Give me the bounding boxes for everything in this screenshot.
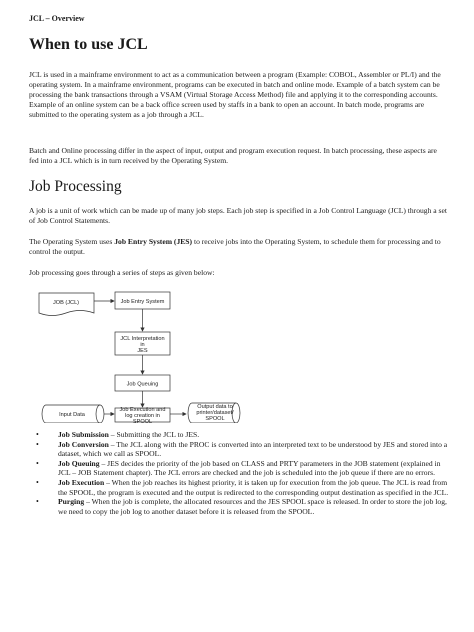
jes-label: Job Entry System <box>120 299 165 305</box>
exec-label-block <box>115 408 170 425</box>
jes-text-post: to receive jobs into the Operating System, to schedule them for processing and to control the output. <box>29 237 441 256</box>
bullet-icon: • <box>36 477 39 487</box>
exec-label-2: log creation in <box>125 412 160 419</box>
paragraph-batch-online: Batch and Online processing differ in the aspect of input, output and program execution request. In batch processing, these aspects are fed into a JCL which is in turn received by the Operating System. <box>29 146 437 165</box>
jes-text-pre: The Operating System uses <box>29 237 115 246</box>
exec-label-1: Job Execution and <box>119 407 166 413</box>
paragraph-job-definition: A job is a unit of work which can be made up of many job steps. Each job step is specified in a Job Control Language (JCL) through a set of Job Control Statements. <box>29 206 447 225</box>
output-label-block <box>192 405 238 422</box>
job-jcl-node <box>39 293 94 316</box>
jes-node <box>115 292 170 309</box>
job-jcl-label: JOB (JCL) <box>52 300 80 306</box>
output-label-1: Output data to <box>197 404 233 410</box>
paragraph-jcl-usage: JCL is used in a mainframe environment to act as a communication between a program (Example: COBOL, Assembler or PL/I) and the operating system. In a mainframe environment, programs can be executed in batch and online mode. Example of a batch system can be processing the bank transactions through a VSAM (Virtual Storage Access Method) file and applying it to the corresponding accounts. Example of an online system can be a back office screen used by staffs in a bank to open an account. In batch mode, programs are submitted to the operating system as a job through a JCL. <box>29 70 441 119</box>
jes-text-bold: Job Entry System (JES) <box>114 237 193 246</box>
job-step-item <box>29 478 449 497</box>
input-data-node <box>42 405 104 423</box>
job-step-text: – When the job reaches its highest priority, it is taken up for execution from the job queue. The JCL is read from the SPOOL, the program is executed and the output is redirected to the corresponding output destination as specified in the JCL. <box>58 477 449 497</box>
paragraph-jes <box>29 237 447 257</box>
output-label-2: printer/dataset/ <box>196 409 234 416</box>
job-processing-diagram <box>36 287 336 423</box>
job-step-text: – When the job is complete, the allocated resources and the JES SPOOL space is released. In order to store the job log, we need to copy the job log to another dataset before it is released from the SPOOL. <box>58 497 447 516</box>
bullet-icon: • <box>36 458 39 468</box>
bullet-icon: • <box>36 439 39 449</box>
job-step-text: – Submitting the JCL to JES. <box>108 430 200 439</box>
exec-label-3: SPOOL <box>132 418 153 425</box>
job-step-item <box>29 430 449 440</box>
section-heading-when-to-use-jcl: When to use JCL <box>29 36 148 53</box>
chapter-header: JCL – Overview <box>29 14 85 23</box>
job-step-label: Job Conversion <box>58 439 109 449</box>
job-step-item <box>29 497 449 516</box>
job-queuing-node <box>115 375 170 391</box>
job-step-text: – JES decides the priority of the job based on CLASS and PRTY parameters in the JOB statement (explained in JCL – JOB Statement chapter). The JCL errors are checked and the job is scheduled into the job queue if there are no errors. <box>58 458 441 478</box>
paragraph-steps-intro: Job processing goes through a series of steps as given below: <box>29 268 215 277</box>
interp-label-3: JES <box>137 348 148 354</box>
input-data-label: Input Data <box>59 412 85 418</box>
section-heading-job-processing: Job Processing <box>29 178 122 195</box>
interp-label-1: JCL Interpretation <box>120 336 165 342</box>
interp-label-2: in <box>140 342 145 348</box>
job-step-label: Job Queuing <box>58 458 100 468</box>
bullet-icon: • <box>36 430 39 439</box>
queuing-label: Job Queuing <box>126 381 159 388</box>
job-step-item <box>29 459 449 478</box>
job-step-label: Job Execution <box>58 477 105 487</box>
job-step-label: Job Submission <box>58 430 109 439</box>
jcl-interpretation-node <box>115 332 170 355</box>
bullet-icon: • <box>36 497 39 507</box>
job-steps-list <box>29 430 449 516</box>
job-step-text: – The JCL along with the PROC is converted into an interpreted text to be understood by JES and stored into a dataset, which we call as SPOOL. <box>58 439 448 459</box>
output-label-3: SPOOL <box>205 415 225 422</box>
job-step-label: Purging <box>58 497 85 507</box>
job-step-item <box>29 440 449 459</box>
